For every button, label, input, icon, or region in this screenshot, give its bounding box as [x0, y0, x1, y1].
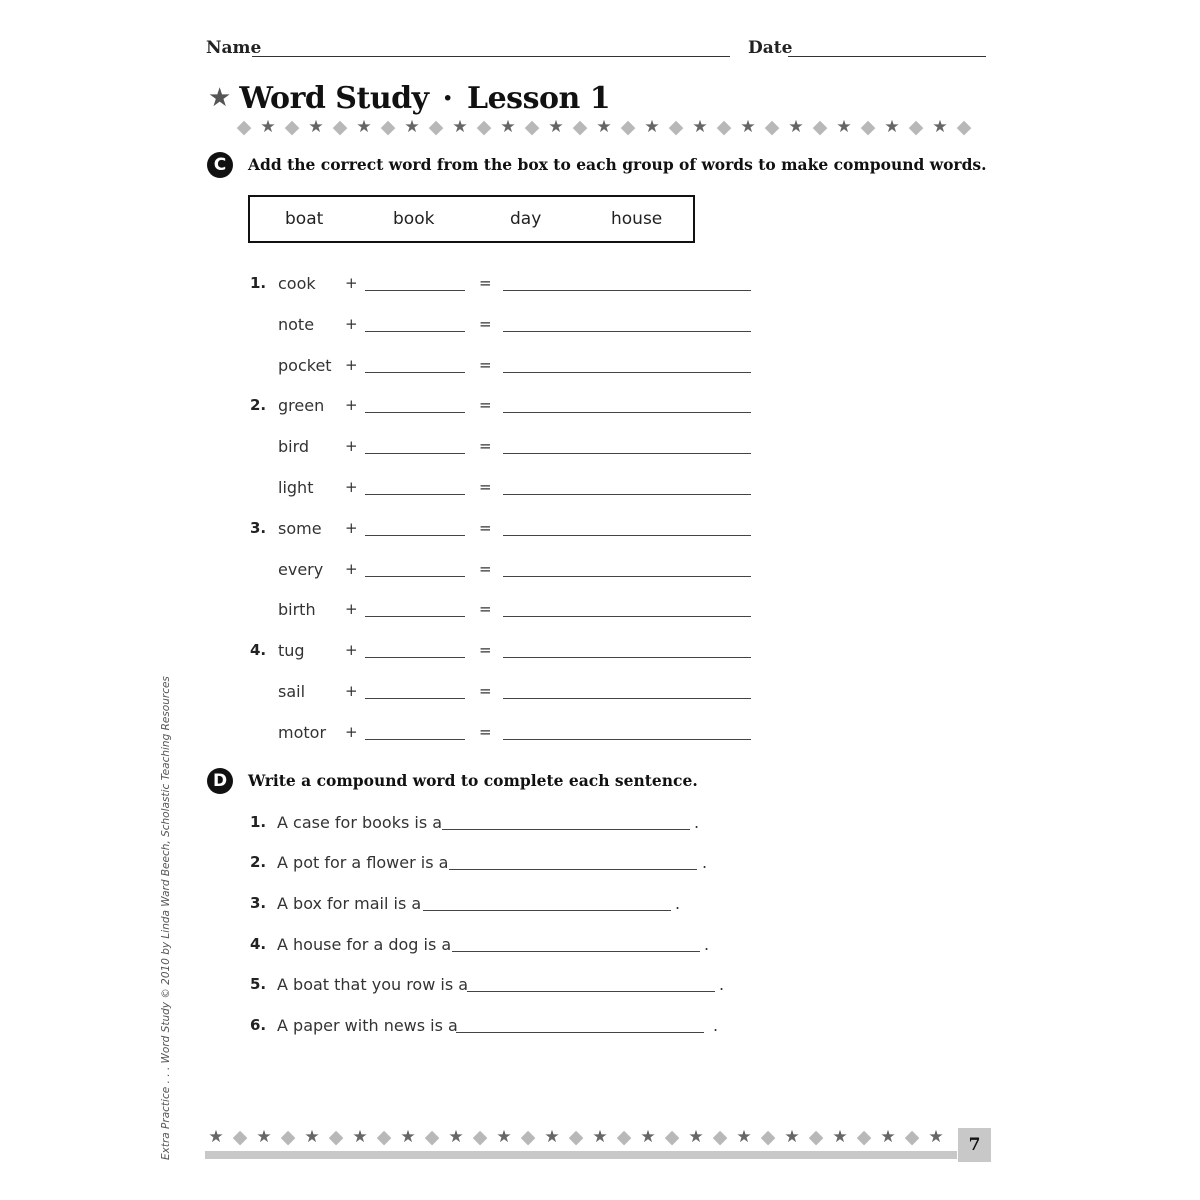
base-word: tug [278, 641, 305, 661]
star-icon: ★ [308, 117, 324, 137]
diamond-icon: ◆ [712, 1126, 728, 1148]
section-c-instruction: Add the correct word from the box to each group of words to make compound words. [248, 155, 987, 174]
diamond-icon: ◆ [472, 1126, 488, 1148]
equals-sign: = [479, 396, 492, 415]
sentence-text: A house for a dog is a [277, 935, 452, 954]
star-icon: ★ [356, 117, 372, 137]
compound-row [250, 519, 770, 543]
compound-blank[interactable] [503, 739, 751, 740]
diamond-icon: ◆ [572, 116, 588, 138]
section-d-instruction: Write a compound word to complete each sentence. [248, 771, 698, 790]
item-number: 6. [250, 1016, 267, 1034]
diamond-icon: ◆ [668, 116, 684, 138]
compound-row [250, 600, 770, 624]
plus-sign: + [345, 396, 358, 415]
star-icon: ★ [256, 1127, 272, 1147]
diamond-icon: ◆ [332, 116, 348, 138]
sentence-text: A case for books is a [277, 813, 443, 832]
word-blank[interactable] [365, 290, 465, 291]
item-number: 1. [250, 813, 267, 831]
diamond-icon: ◆ [376, 1126, 392, 1148]
word-blank[interactable] [365, 331, 465, 332]
sentence-period: . [713, 1016, 719, 1035]
diamond-icon: ◆ [716, 116, 732, 138]
diamond-icon: ◆ [236, 116, 252, 138]
word-bank-item: day [510, 209, 542, 229]
star-icon: ★ [736, 1127, 752, 1147]
word-bank-box [248, 195, 695, 243]
word-blank[interactable] [365, 657, 465, 658]
answer-blank[interactable] [423, 910, 671, 911]
word-blank[interactable] [365, 576, 465, 577]
star-icon: ★ [644, 117, 660, 137]
equals-sign: = [479, 355, 492, 374]
plus-sign: + [345, 355, 358, 374]
sentence-text: A paper with news is a [277, 1016, 458, 1035]
answer-blank[interactable] [442, 829, 690, 830]
base-word: light [278, 478, 314, 497]
star-icon: ★ [208, 1127, 224, 1147]
star-icon: ★ [932, 117, 948, 137]
star-icon: ★ [788, 117, 804, 137]
base-word: every [278, 559, 324, 579]
base-word: note [278, 314, 315, 334]
diamond-icon: ◆ [232, 1126, 248, 1148]
star-icon: ★ [400, 1127, 416, 1147]
equals-sign: = [479, 641, 492, 660]
diamond-icon: ◆ [812, 116, 828, 138]
diamond-icon: ◆ [568, 1126, 584, 1148]
word-blank[interactable] [365, 616, 465, 617]
word-blank[interactable] [365, 412, 465, 413]
name-field[interactable] [252, 40, 730, 57]
group-number: 1. [250, 274, 267, 292]
diamond-icon: ◆ [620, 116, 636, 138]
plus-sign: + [345, 274, 358, 292]
star-icon: ★ [304, 1127, 320, 1147]
word-bank-item: house [611, 209, 663, 229]
equals-sign: = [479, 559, 492, 578]
diamond-icon: ◆ [908, 116, 924, 138]
equals-sign: = [479, 478, 492, 496]
answer-blank[interactable] [449, 869, 697, 870]
star-icon: ★ [352, 1127, 368, 1147]
item-number: 4. [250, 935, 267, 953]
compound-blank[interactable] [503, 535, 751, 536]
date-label: Date [748, 38, 793, 58]
star-icon: ★ [448, 1127, 464, 1147]
sentence-period: . [675, 894, 681, 913]
section-c-badge: C [207, 152, 233, 178]
diamond-icon: ◆ [476, 116, 492, 138]
compound-row [250, 723, 770, 747]
plus-sign: + [345, 641, 358, 660]
compound-row [250, 560, 770, 584]
star-icon: ★ [208, 83, 232, 113]
sentence-text: A boat that you row is a [277, 975, 469, 994]
equals-sign: = [479, 437, 492, 456]
group-number: 2. [250, 396, 267, 415]
diamond-icon: ◆ [956, 116, 972, 138]
equals-sign: = [479, 518, 492, 537]
title-separator: · [442, 80, 453, 116]
plus-sign: + [345, 600, 358, 619]
equals-sign: = [479, 682, 492, 700]
compound-row [250, 682, 770, 706]
answer-blank[interactable] [452, 951, 700, 952]
item-number: 5. [250, 975, 267, 993]
diamond-icon: ◆ [428, 116, 444, 138]
compound-row [250, 356, 770, 380]
star-icon: ★ [496, 1127, 512, 1147]
word-bank-item: book [393, 209, 435, 229]
diamond-icon: ◆ [380, 116, 396, 138]
compound-row [250, 396, 770, 420]
star-icon: ★ [592, 1127, 608, 1147]
star-icon: ★ [836, 117, 852, 137]
sentence-text: A box for mail is a [277, 894, 422, 913]
star-icon: ★ [692, 117, 708, 137]
diamond-icon: ◆ [328, 1126, 344, 1148]
sentence-text: A pot for a flower is a [277, 853, 449, 872]
page-number: 7 [958, 1128, 991, 1162]
word-bank-item: boat [285, 209, 324, 229]
answer-blank[interactable] [456, 1032, 704, 1033]
compound-row [250, 478, 770, 502]
equals-sign: = [479, 722, 492, 741]
star-icon: ★ [404, 117, 420, 137]
star-icon: ★ [548, 117, 564, 137]
plus-sign: + [345, 314, 358, 333]
compound-row [250, 274, 770, 298]
plus-sign: + [345, 722, 358, 741]
diamond-icon: ◆ [760, 1126, 776, 1148]
base-word: pocket [278, 355, 332, 375]
star-icon: ★ [452, 117, 468, 137]
plus-sign: + [345, 478, 358, 496]
star-icon: ★ [260, 117, 276, 137]
section-d-badge: D [207, 768, 233, 794]
sentence-period: . [719, 975, 725, 994]
group-number: 4. [250, 641, 267, 660]
base-word: sail [278, 682, 306, 701]
equals-sign: = [479, 314, 492, 333]
base-word: motor [278, 722, 327, 742]
diamond-icon: ◆ [424, 1126, 440, 1148]
star-icon: ★ [596, 117, 612, 137]
sentence-period: . [702, 853, 708, 872]
diamond-icon: ◆ [616, 1126, 632, 1148]
diamond-icon: ◆ [520, 1126, 536, 1148]
item-number: 2. [250, 853, 267, 871]
word-blank[interactable] [365, 535, 465, 536]
base-word: some [278, 518, 322, 538]
equals-sign: = [479, 600, 492, 619]
word-blank[interactable] [365, 739, 465, 740]
star-icon: ★ [688, 1127, 704, 1147]
base-word: birth [278, 600, 316, 620]
diamond-icon: ◆ [856, 1126, 872, 1148]
star-icon: ★ [740, 117, 756, 137]
title-lesson: Lesson 1 [467, 80, 611, 116]
plus-sign: + [345, 682, 358, 700]
diamond-icon: ◆ [764, 116, 780, 138]
word-blank[interactable] [365, 453, 465, 454]
compound-blank[interactable] [503, 372, 751, 373]
decorative-star-border-bottom [204, 1126, 948, 1148]
compound-blank[interactable] [503, 698, 751, 699]
compound-blank[interactable] [503, 331, 751, 332]
word-blank[interactable] [365, 494, 465, 495]
compound-blank[interactable] [503, 412, 751, 413]
star-icon: ★ [928, 1127, 944, 1147]
date-field[interactable] [788, 40, 986, 57]
diamond-icon: ◆ [808, 1126, 824, 1148]
compound-blank[interactable] [503, 576, 751, 577]
item-number: 3. [250, 894, 267, 912]
group-number: 3. [250, 518, 267, 537]
compound-row [250, 641, 770, 665]
word-blank[interactable] [365, 372, 465, 373]
diamond-icon: ◆ [860, 116, 876, 138]
copyright-credit: Extra Practice . . . Word Study © 2010 by Linda Ward Beech, Scholastic Teaching Resources [160, 676, 172, 1160]
star-icon: ★ [884, 117, 900, 137]
sentence-period: . [704, 935, 710, 954]
star-icon: ★ [500, 117, 516, 137]
star-icon: ★ [640, 1127, 656, 1147]
diamond-icon: ◆ [284, 116, 300, 138]
base-word: cook [278, 274, 316, 293]
word-blank[interactable] [365, 698, 465, 699]
footer-bar [205, 1151, 957, 1159]
equals-sign: = [479, 274, 492, 292]
diamond-icon: ◆ [280, 1126, 296, 1148]
compound-blank[interactable] [503, 494, 751, 495]
plus-sign: + [345, 518, 358, 537]
plus-sign: + [345, 559, 358, 578]
base-word: green [278, 396, 325, 416]
title-word-study: Word Study [239, 80, 429, 116]
diamond-icon: ◆ [904, 1126, 920, 1148]
sentence-period: . [694, 813, 700, 832]
answer-blank[interactable] [467, 991, 715, 992]
compound-row [250, 315, 770, 339]
compound-blank[interactable] [503, 290, 751, 291]
star-icon: ★ [880, 1127, 896, 1147]
compound-blank[interactable] [503, 616, 751, 617]
star-icon: ★ [784, 1127, 800, 1147]
page-title [208, 78, 610, 118]
compound-row [250, 437, 770, 461]
diamond-icon: ◆ [524, 116, 540, 138]
plus-sign: + [345, 437, 358, 456]
name-label: Name [206, 38, 262, 58]
star-icon: ★ [544, 1127, 560, 1147]
compound-blank[interactable] [503, 657, 751, 658]
decorative-star-border-top [232, 116, 976, 138]
base-word: bird [278, 437, 310, 457]
compound-blank[interactable] [503, 453, 751, 454]
star-icon: ★ [832, 1127, 848, 1147]
diamond-icon: ◆ [664, 1126, 680, 1148]
